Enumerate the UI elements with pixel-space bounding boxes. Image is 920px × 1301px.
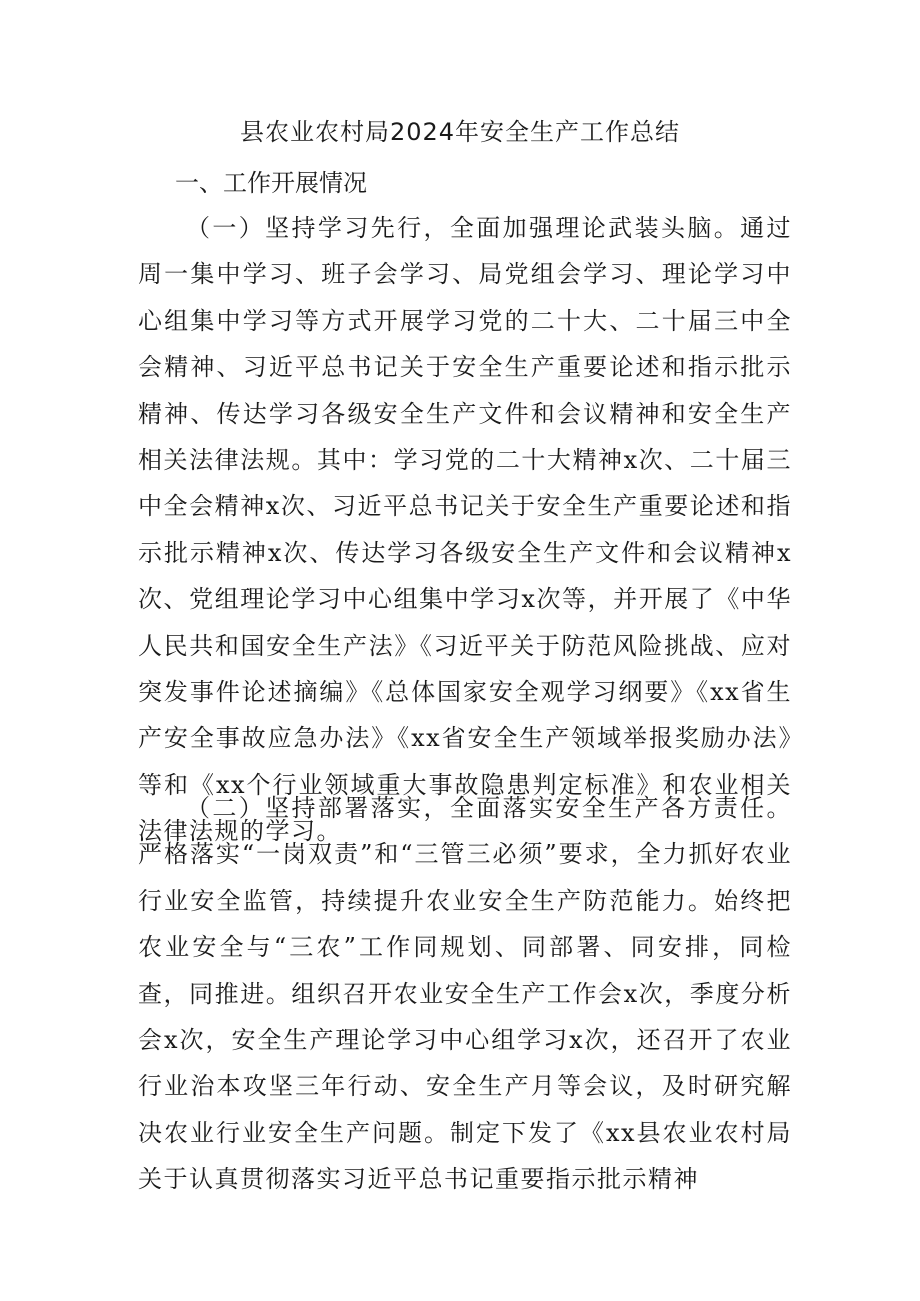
document-title: 县农业农村局2024年安全生产工作总结 [239,118,681,146]
section-heading: 一、工作开展情况 [175,169,367,197]
paragraph-deployment: （二）坚持部署落实，全面落实安全生产各方责任。严格落实“一岗双责”和“三管三必须”要求，全力抓好农业行业安全监管，持续提升农业安全生产防范能力。始终把农业安全与“三农”工作同规划、同部署、同安排，同检查，同推进。组织召开农业安全生产工作会x次，季度分析会x次，安全生产理论学习中心组学习x次，还召开了农业行业治本攻坚三年行动、安全生产月等会议，及时研究解决农业行业安全生产问题。制定下发了《xx县农业农村局关于认真贯彻落实习近平总书记重要指示批示精神 [138,794,792,1194]
paragraph-study: （一）坚持学习先行，全面加强理论武装头脑。通过周一集中学习、班子会学习、局党组会学习、理论学习中心组集中学习等方式开展学习党的二十大、二十届三中全会精神、习近平总书记关于安全生产重要论述和指示批示精神、传达学习各级安全生产文件和会议精神和安全生产相关法律法规。其中：学习党的二十大精神x次、二十届三中全会精神x次、习近平总书记关于安全生产重要论述和指示批示精神x次、传达学习各级安全生产文件和会议精神x次、党组理论学习中心组集中学习x次等，并开展了《中华人民共和国安全生产法》《习近平关于防范风险挑战、应对突发事件论述摘编》《总体国家安全观学习纲要》《xx省生产安全事故应急办法》《xx省安全生产领域举报奖励办法》等和《xx个行业领域重大事故隐患判定标准》和农业相关法律法规的学习。 [138,214,792,846]
